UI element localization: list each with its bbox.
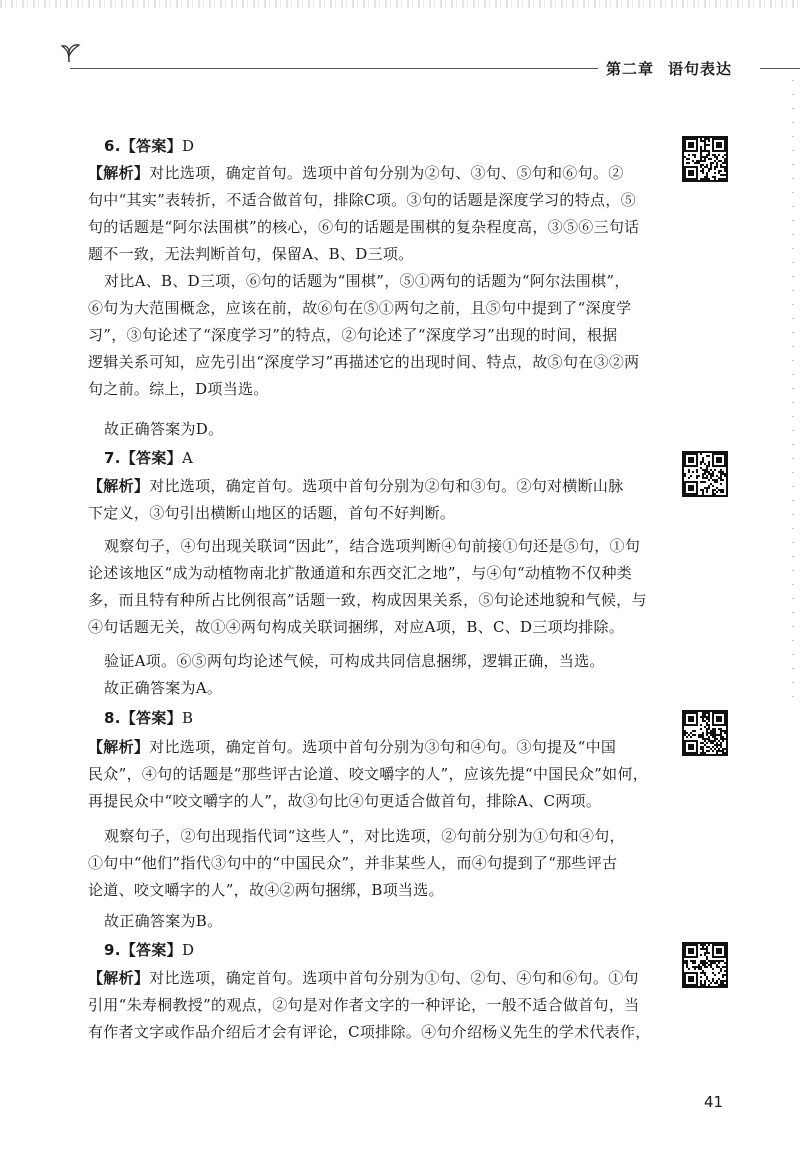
- qr-code-icon[interactable]: [682, 451, 728, 497]
- header-title: [606, 58, 732, 79]
- page-number: 41: [704, 1093, 724, 1111]
- scan-edge: [0, 0, 800, 8]
- text-line: 故正确答案为A。: [104, 679, 223, 697]
- leaf-icon: [56, 40, 82, 64]
- text-line: 【解析】对比选项，确定首句。选项中首句分别为①句、②句、④句和⑥句。①句: [88, 969, 639, 987]
- text-line: 故正确答案为D。: [104, 420, 224, 438]
- header-rule-right: [760, 68, 800, 69]
- section-label: 语句表达: [668, 60, 733, 78]
- question-heading: 8.【答案】B: [104, 709, 194, 727]
- text-line: 【解析】对比选项，确定首句。选项中首句分别为②句和③句。②句对横断山脉: [88, 477, 624, 495]
- text-line: 故正确答案为B。: [104, 912, 223, 930]
- text-line: 【解析】对比选项，确定首句。选项中首句分别为②句、③句、⑤句和⑥句。②: [88, 164, 624, 182]
- text-line: 民众”，④句的话题是“那些评古论道、咬文嚼字的人”，应该先提“中国民众”如何，: [88, 765, 649, 783]
- text-line: 【解析】对比选项，确定首句。选项中首句分别为③句和④句。③句提及“中国: [88, 738, 617, 756]
- text-line: 验证A项。⑥⑤两句均论述气候，可构成共同信息捆绑，逻辑正确，当选。: [104, 652, 605, 670]
- text-line: 句的话题是“阿尔法围棋”的核心，⑥句的话题是围棋的复杂程度高，③⑤⑥三句话: [88, 218, 640, 236]
- question-heading: 7.【答案】A: [104, 449, 194, 467]
- text-line: ④句话题无关，故①④两句构成关联词捆绑，对应A项，B、C、D三项均排除。: [88, 618, 625, 636]
- text-line: 句之前。综上，D项当选。: [88, 380, 269, 398]
- scan-margin: [792, 80, 794, 700]
- text-line: 论道、咬文嚼字的人”，故④②两句捆绑，B项当选。: [88, 881, 444, 899]
- text-line: 下定义，③句引出横断山地区的话题，首句不好判断。: [88, 504, 456, 522]
- qr-code-icon[interactable]: [682, 710, 728, 756]
- header-rule: [70, 68, 598, 69]
- text-line: 观察句子，④句出现关联词“因此”，结合选项判断④句前接①句还是⑤句，①句: [104, 537, 641, 555]
- text-line: 题不一致，无法判断首句，保留A、B、D三项。: [88, 245, 414, 263]
- qr-code-icon[interactable]: [682, 942, 728, 988]
- text-line: 有作者文字或作品介绍后才会有评论，C项排除。④句介绍杨义先生的学术代表作，: [88, 1023, 651, 1041]
- text-line: 逻辑关系可知，应先引出“深度学习”再描述它的出现时间、特点，故⑤句在③②两: [88, 353, 640, 371]
- text-line: 论述该地区“成为动植物南北扩散通道和东西交汇之地”，与④句“动植物不仅种类: [88, 564, 633, 582]
- text-line: 观察句子，②句出现指代词“这些人”，对比选项，②句前分别为①句和④句，: [104, 827, 625, 845]
- text-line: 再提民众中“咬文嚼字的人”，故③句比④句更适合做首句，排除A、C两项。: [88, 792, 602, 810]
- text-line: 对比A、B、D三项，⑥句的话题为“围棋”，⑤①两句的话题为“阿尔法围棋”，: [104, 272, 630, 290]
- text-line: 习”，③句论述了“深度学习”的特点，②句论述了“深度学习”出现的时间，根据: [88, 326, 618, 344]
- text-line: 多，而且特有种所占比例很高”话题一致，构成因果关系，⑤句论述地貌和气候，与: [88, 591, 647, 609]
- text-line: 句中“其实”表转折，不适合做首句，排除C项。③句的话题是深度学习的特点，⑤: [88, 191, 636, 209]
- text-line: ⑥句为大范围概念，应该在前，故⑥句在⑤①两句之前，且⑤句中提到了“深度学: [88, 299, 632, 317]
- text-line: ①句中“他们”指代③句中的“中国民众”，并非某些人，而④句提到了“那些评古: [88, 854, 618, 872]
- question-heading: 6.【答案】D: [104, 137, 195, 155]
- chapter-label: 第二章: [606, 60, 655, 78]
- question-heading: 9.【答案】D: [104, 941, 195, 959]
- text-line: 引用“朱寿桐教授”的观点，②句是对作者文字的一种评论，一般不适合做首句，当: [88, 996, 640, 1014]
- qr-code-icon[interactable]: [682, 136, 728, 182]
